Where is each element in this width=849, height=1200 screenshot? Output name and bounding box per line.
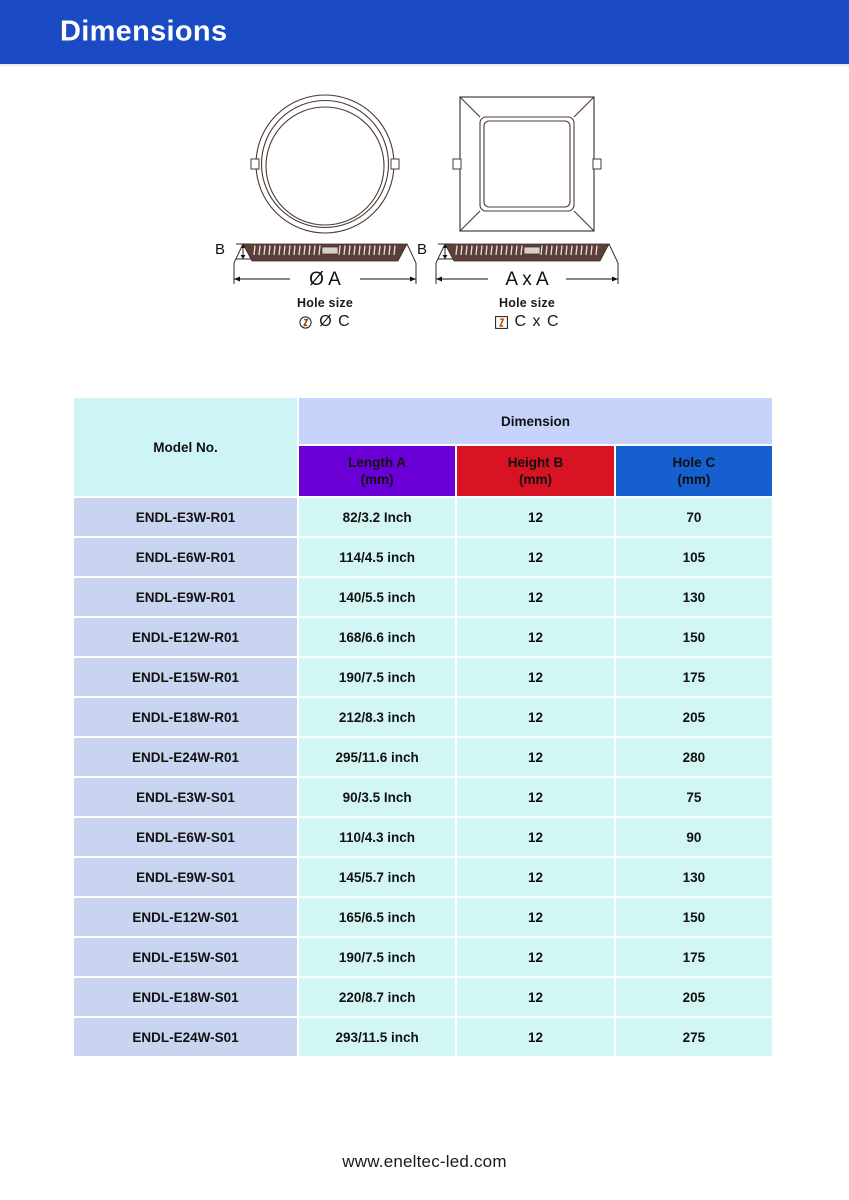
table-row (74, 1018, 772, 1056)
column-header-hole-c-label: Hole C (672, 455, 716, 470)
cell-hole-c: 175 (616, 658, 772, 696)
cell-length-a: 140/5.5 inch (299, 578, 455, 616)
circle-badge-icon (299, 316, 312, 329)
column-header-length-a-unit: (mm) (360, 472, 394, 487)
cell-height-b: 12 (457, 738, 613, 776)
table-row (74, 538, 772, 576)
square-hole-size-value: C x C (514, 313, 560, 330)
cell-height-b: 12 (457, 898, 613, 936)
svg-text:A x A: A x A (505, 269, 549, 290)
header-divider (0, 64, 849, 66)
cell-height-b: 12 (457, 538, 613, 576)
table-row (74, 978, 772, 1016)
cell-height-b: 12 (457, 858, 613, 896)
dimensions-table (72, 396, 774, 1058)
column-header-hole-c-unit: (mm) (677, 472, 711, 487)
column-header-hole-c (616, 446, 772, 496)
cell-model-no: ENDL-E12W-R01 (74, 618, 297, 656)
table-row (74, 898, 772, 936)
column-header-height-b (457, 446, 613, 496)
cell-length-a: 90/3.5 Inch (299, 778, 455, 816)
cell-model-no: ENDL-E6W-S01 (74, 818, 297, 856)
cell-hole-c: 175 (616, 938, 772, 976)
table-row (74, 778, 772, 816)
column-header-length-a (299, 446, 455, 496)
square-top-view-icon (412, 89, 642, 239)
cell-length-a: 168/6.6 inch (299, 618, 455, 656)
svg-text:Ø A: Ø A (309, 269, 341, 290)
cell-length-a: 220/8.7 inch (299, 978, 455, 1016)
cell-height-b: 12 (457, 698, 613, 736)
cell-hole-c: 75 (616, 778, 772, 816)
cell-height-b: 12 (457, 778, 613, 816)
cell-length-a: 295/11.6 inch (299, 738, 455, 776)
cell-model-no: ENDL-E18W-R01 (74, 698, 297, 736)
cell-hole-c: 150 (616, 898, 772, 936)
cell-length-a: 82/3.2 Inch (299, 498, 455, 536)
cell-height-b: 12 (457, 1018, 613, 1056)
cell-length-a: 165/6.5 inch (299, 898, 455, 936)
cell-model-no: ENDL-E9W-S01 (74, 858, 297, 896)
cell-length-a: 145/5.7 inch (299, 858, 455, 896)
cell-model-no: ENDL-E6W-R01 (74, 538, 297, 576)
footer-website-url: www.eneltec-led.com (342, 1152, 507, 1171)
table-row (74, 738, 772, 776)
square-side-view-icon (412, 235, 642, 297)
cell-hole-c: 90 (616, 818, 772, 856)
cell-model-no: ENDL-E24W-R01 (74, 738, 297, 776)
cell-hole-c: 105 (616, 538, 772, 576)
product-diagram-area (0, 75, 849, 365)
cell-model-no: ENDL-E9W-R01 (74, 578, 297, 616)
cell-length-a: 114/4.5 inch (299, 538, 455, 576)
column-header-height-b-unit: (mm) (518, 472, 552, 487)
svg-text:B: B (215, 241, 226, 258)
square-downlight-diagram (412, 75, 642, 365)
column-header-length-a-label: Length A (348, 455, 407, 470)
cell-hole-c: 130 (616, 578, 772, 616)
cell-length-a: 190/7.5 inch (299, 658, 455, 696)
cell-height-b: 12 (457, 978, 613, 1016)
cell-height-b: 12 (457, 938, 613, 976)
round-hole-size-block (210, 295, 440, 331)
cell-model-no: ENDL-E24W-S01 (74, 1018, 297, 1056)
cell-height-b: 12 (457, 578, 613, 616)
table-row (74, 698, 772, 736)
cell-model-no: ENDL-E3W-R01 (74, 498, 297, 536)
cell-hole-c: 130 (616, 858, 772, 896)
table-row (74, 858, 772, 896)
round-top-view-icon (210, 89, 440, 239)
column-header-model: Model No. (74, 398, 297, 496)
svg-text:B: B (417, 241, 428, 258)
cell-hole-c: 150 (616, 618, 772, 656)
cell-length-a: 212/8.3 inch (299, 698, 455, 736)
column-header-height-b-label: Height B (507, 455, 564, 470)
cell-hole-c: 275 (616, 1018, 772, 1056)
cell-hole-c: 70 (616, 498, 772, 536)
cell-height-b: 12 (457, 618, 613, 656)
table-row (74, 578, 772, 616)
cell-model-no: ENDL-E18W-S01 (74, 978, 297, 1016)
square-hole-size-block (412, 295, 642, 331)
cell-length-a: 110/4.3 inch (299, 818, 455, 856)
round-side-view-icon (210, 235, 440, 297)
page-header-bar (0, 0, 849, 64)
cell-length-a: 190/7.5 inch (299, 938, 455, 976)
square-badge-icon (495, 316, 508, 329)
table-header (74, 398, 772, 496)
cell-model-no: ENDL-E15W-R01 (74, 658, 297, 696)
table-row (74, 818, 772, 856)
cell-hole-c: 205 (616, 978, 772, 1016)
table-body (74, 498, 772, 1056)
cell-height-b: 12 (457, 658, 613, 696)
cell-length-a: 293/11.5 inch (299, 1018, 455, 1056)
table-row (74, 498, 772, 536)
cell-hole-c: 280 (616, 738, 772, 776)
table-row (74, 658, 772, 696)
round-downlight-diagram (210, 75, 440, 365)
column-group-header-dimension: Dimension (299, 398, 772, 444)
cell-model-no: ENDL-E12W-S01 (74, 898, 297, 936)
cell-height-b: 12 (457, 498, 613, 536)
table-row (74, 938, 772, 976)
cell-model-no: ENDL-E3W-S01 (74, 778, 297, 816)
cell-hole-c: 205 (616, 698, 772, 736)
table-row (74, 618, 772, 656)
cell-model-no: ENDL-E15W-S01 (74, 938, 297, 976)
round-hole-size-value: Ø C (319, 313, 351, 330)
cell-height-b: 12 (457, 818, 613, 856)
round-hole-size-title: Hole size (297, 296, 353, 310)
page-title: Dimensions (60, 15, 228, 48)
square-hole-size-title: Hole size (499, 296, 555, 310)
table-header-row-1 (74, 398, 772, 444)
